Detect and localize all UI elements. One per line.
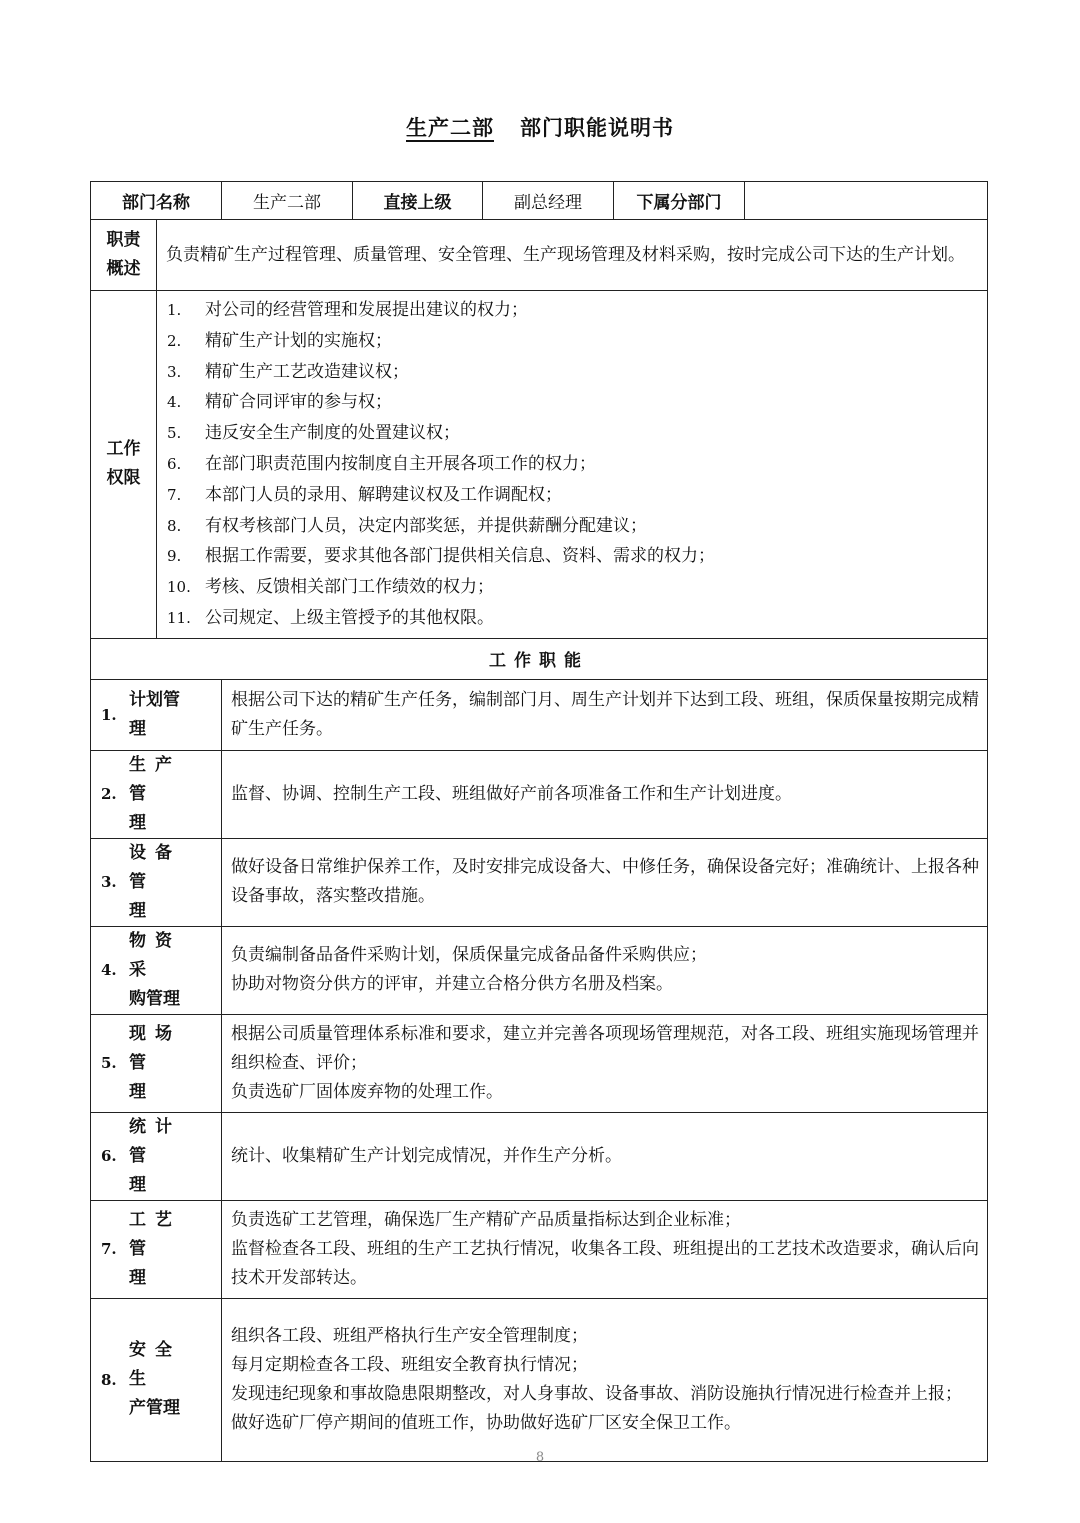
rights-label (91, 291, 157, 639)
duties-header-row (91, 638, 988, 679)
duty-description (222, 1014, 988, 1112)
rights-label-line1: 工作 (106, 439, 141, 460)
overview-row (91, 220, 988, 291)
duty-description-line: 负责选矿厂固体废弃物的处理工作。 (231, 1081, 503, 1102)
rights-item-text: 违反安全生产制度的处置建议权； (205, 423, 460, 444)
rights-item-text: 根据工作需要，要求其他各部门提供相关信息、资料、需求的权力； (205, 546, 715, 567)
duty-name-line1: 设备管 (129, 842, 181, 892)
rights-item (167, 387, 981, 418)
duty-label-cell (91, 750, 222, 838)
duty-description-line: 做好设备日常维护保养工作，及时安排完成设备大、中修任务，确保设备完好；准确统计、上报各种设备事故，落实整改措施。 (231, 857, 979, 907)
title-department: 生产二部 (406, 116, 494, 140)
rights-item (167, 603, 981, 634)
duties-body (91, 679, 988, 1461)
duty-number: 1. (101, 705, 117, 724)
rights-item-number: 10. (167, 578, 191, 597)
rights-item-number: 5. (167, 424, 182, 443)
sub-dept-value (745, 182, 988, 220)
overview-label-line1: 职责 (106, 230, 141, 250)
rights-item-text: 精矿生产计划的实施权； (205, 330, 392, 351)
function-table (90, 181, 988, 1462)
duty-number: 6. (101, 1147, 117, 1166)
rights-item-number: 3. (167, 362, 182, 381)
duty-name-line2: 理 (129, 1081, 146, 1102)
duty-name-line2: 产管理 (129, 1398, 180, 1419)
rights-item (167, 541, 981, 572)
rights-item-text: 公司规定、上级主管授予的其他权限。 (205, 607, 494, 628)
superior-label: 直接上级 (353, 182, 483, 220)
duty-description-line: 负责编制备品备件采购计划，保质保量完成备品备件采购供应； (231, 945, 707, 966)
rights-item-text: 精矿合同评审的参与权； (205, 392, 392, 413)
duty-number: 5. (101, 1054, 117, 1073)
duty-name-line2: 理 (129, 900, 146, 921)
duty-name (129, 1336, 205, 1423)
duty-description (222, 926, 988, 1014)
duty-label-cell (91, 838, 222, 926)
duty-description-line: 根据公司下达的精矿生产任务，编制部门月、周生产计划并下达到工段、班组，保质保量按期完成精矿生产任务。 (231, 689, 979, 739)
rights-item-number: 6. (167, 454, 182, 473)
rights-item-text: 考核、反馈相关部门工作绩效的权力； (205, 577, 494, 598)
duty-name-line1: 统计管 (129, 1116, 181, 1166)
duty-name-line2: 理 (129, 1174, 146, 1195)
duty-description-line: 监督检查各工段、班组的生产工艺执行情况，收集各工段、班组提出的工艺技术改造要求，确认后向技术开发部转达。 (231, 1238, 979, 1288)
duty-description-line: 协助对物资分供方的评审，并建立合格分供方名册及档案。 (231, 974, 673, 995)
duty-description (222, 679, 988, 750)
duty-name-line2: 购管理 (129, 988, 180, 1009)
duty-label-cell (91, 1112, 222, 1200)
rights-item (167, 295, 981, 326)
rights-item (167, 480, 981, 511)
duty-description-line: 每月定期检查各工段、班组安全教育执行情况； (231, 1354, 588, 1375)
duty-label-cell (91, 1014, 222, 1112)
rights-item (167, 449, 981, 480)
rights-item-number: 7. (167, 485, 182, 504)
duty-number: 8. (101, 1370, 117, 1389)
duty-description (222, 1298, 988, 1461)
duty-row (91, 838, 988, 926)
rights-item-text: 精矿生产工艺改造建议权； (205, 361, 409, 382)
rights-item (167, 511, 981, 542)
duty-name-line1: 安全生 (129, 1340, 181, 1390)
dept-name-label: 部门名称 (91, 182, 222, 220)
duty-row (91, 1298, 988, 1461)
rights-item-text: 对公司的经营管理和发展提出建议的权力； (205, 300, 528, 320)
duty-name (129, 839, 205, 926)
duty-name-line1: 生产管 (129, 754, 181, 804)
rights-list-cell (157, 291, 988, 639)
duty-name-line2: 理 (129, 718, 146, 739)
overview-label (91, 220, 157, 291)
page-number: 8 (535, 1450, 545, 1465)
duty-label-cell (91, 1298, 222, 1461)
rights-item-text: 在部门职责范围内按制度自主开展各项工作的权力； (205, 453, 596, 474)
overview-label-line2: 概述 (106, 259, 141, 279)
duty-description-line: 负责选矿工艺管理，确保选厂生产精矿产品质量指标达到企业标准； (231, 1209, 741, 1230)
duty-description (222, 1200, 988, 1298)
duty-description-line: 根据公司质量管理体系标准和要求，建立并完善各项现场管理规范，对各工段、班组实施现场管理并组织检查、评价； (231, 1023, 979, 1073)
duty-row (91, 1200, 988, 1298)
rights-item-number: 8. (167, 516, 182, 535)
duty-description-line: 统计、收集精矿生产计划完成情况，并作生产分析。 (231, 1145, 622, 1166)
duty-label-cell (91, 1200, 222, 1298)
rights-item-number: 4. (167, 393, 182, 412)
overview-text: 负责精矿生产过程管理、质量管理、安全管理、生产现场管理及材料采购，按时完成公司下达的生产计划。 (157, 220, 988, 291)
duty-name-line1: 现场管 (129, 1023, 181, 1073)
duty-description (222, 1112, 988, 1200)
duty-name (129, 1206, 205, 1293)
rights-item-number: 2. (167, 331, 182, 350)
duty-name-line1: 计划管 (129, 689, 180, 710)
duty-name-line1: 物资采 (129, 930, 181, 980)
duty-label-cell (91, 679, 222, 750)
duty-name-line2: 理 (129, 1267, 146, 1288)
rights-item-text: 有权考核部门人员，决定内部奖惩，并提供薪酬分配建议； (205, 515, 647, 536)
duty-number: 7. (101, 1240, 117, 1259)
duty-description-line: 监督、协调、控制生产工段、班组做好产前各项准备工作和生产计划进度。 (231, 783, 792, 804)
duty-label-cell (91, 926, 222, 1014)
duty-name (129, 927, 205, 1014)
rights-item (167, 326, 981, 357)
document-title (0, 112, 1080, 142)
duty-row (91, 750, 988, 838)
title-doc-name: 部门职能说明书 (520, 116, 674, 140)
duty-name (129, 1113, 205, 1200)
duty-description-line: 组织各工段、班组严格执行生产安全管理制度； (231, 1325, 588, 1346)
dept-name-value: 生产二部 (222, 182, 353, 220)
rights-item-number: 9. (167, 547, 182, 566)
rights-label-line2: 权限 (106, 468, 141, 489)
duty-name (129, 751, 205, 838)
duty-number: 2. (101, 785, 117, 804)
duty-row (91, 679, 988, 750)
duty-row (91, 926, 988, 1014)
duty-description-line: 做好选矿厂停产期间的值班工作，协助做好选矿厂区安全保卫工作。 (231, 1412, 741, 1433)
rights-item (167, 418, 981, 449)
duty-row (91, 1014, 988, 1112)
duty-description-line: 发现违纪现象和事故隐患限期整改，对人身事故、设备事故、消防设施执行情况进行检查并上报； (231, 1383, 962, 1404)
duty-description (222, 750, 988, 838)
duty-description (222, 838, 988, 926)
duty-number: 4. (101, 961, 117, 980)
rights-item (167, 357, 981, 388)
duty-name (129, 686, 205, 744)
duty-name-line1: 工艺管 (129, 1209, 181, 1259)
rights-item-number: 11. (167, 608, 191, 627)
duty-name-line2: 理 (129, 812, 146, 833)
rights-row (91, 291, 988, 639)
header-row (91, 182, 988, 220)
duty-row (91, 1112, 988, 1200)
superior-value: 副总经理 (483, 182, 614, 220)
duty-number: 3. (101, 873, 117, 892)
rights-item-number: 1. (167, 301, 182, 319)
duties-header: 工作职能 (91, 638, 988, 679)
rights-item (167, 572, 981, 603)
rights-list (167, 295, 981, 634)
rights-item-text: 本部门人员的录用、解聘建议权及工作调配权； (205, 484, 562, 505)
sub-dept-label: 下属分部门 (614, 182, 745, 220)
duty-name (129, 1020, 205, 1107)
